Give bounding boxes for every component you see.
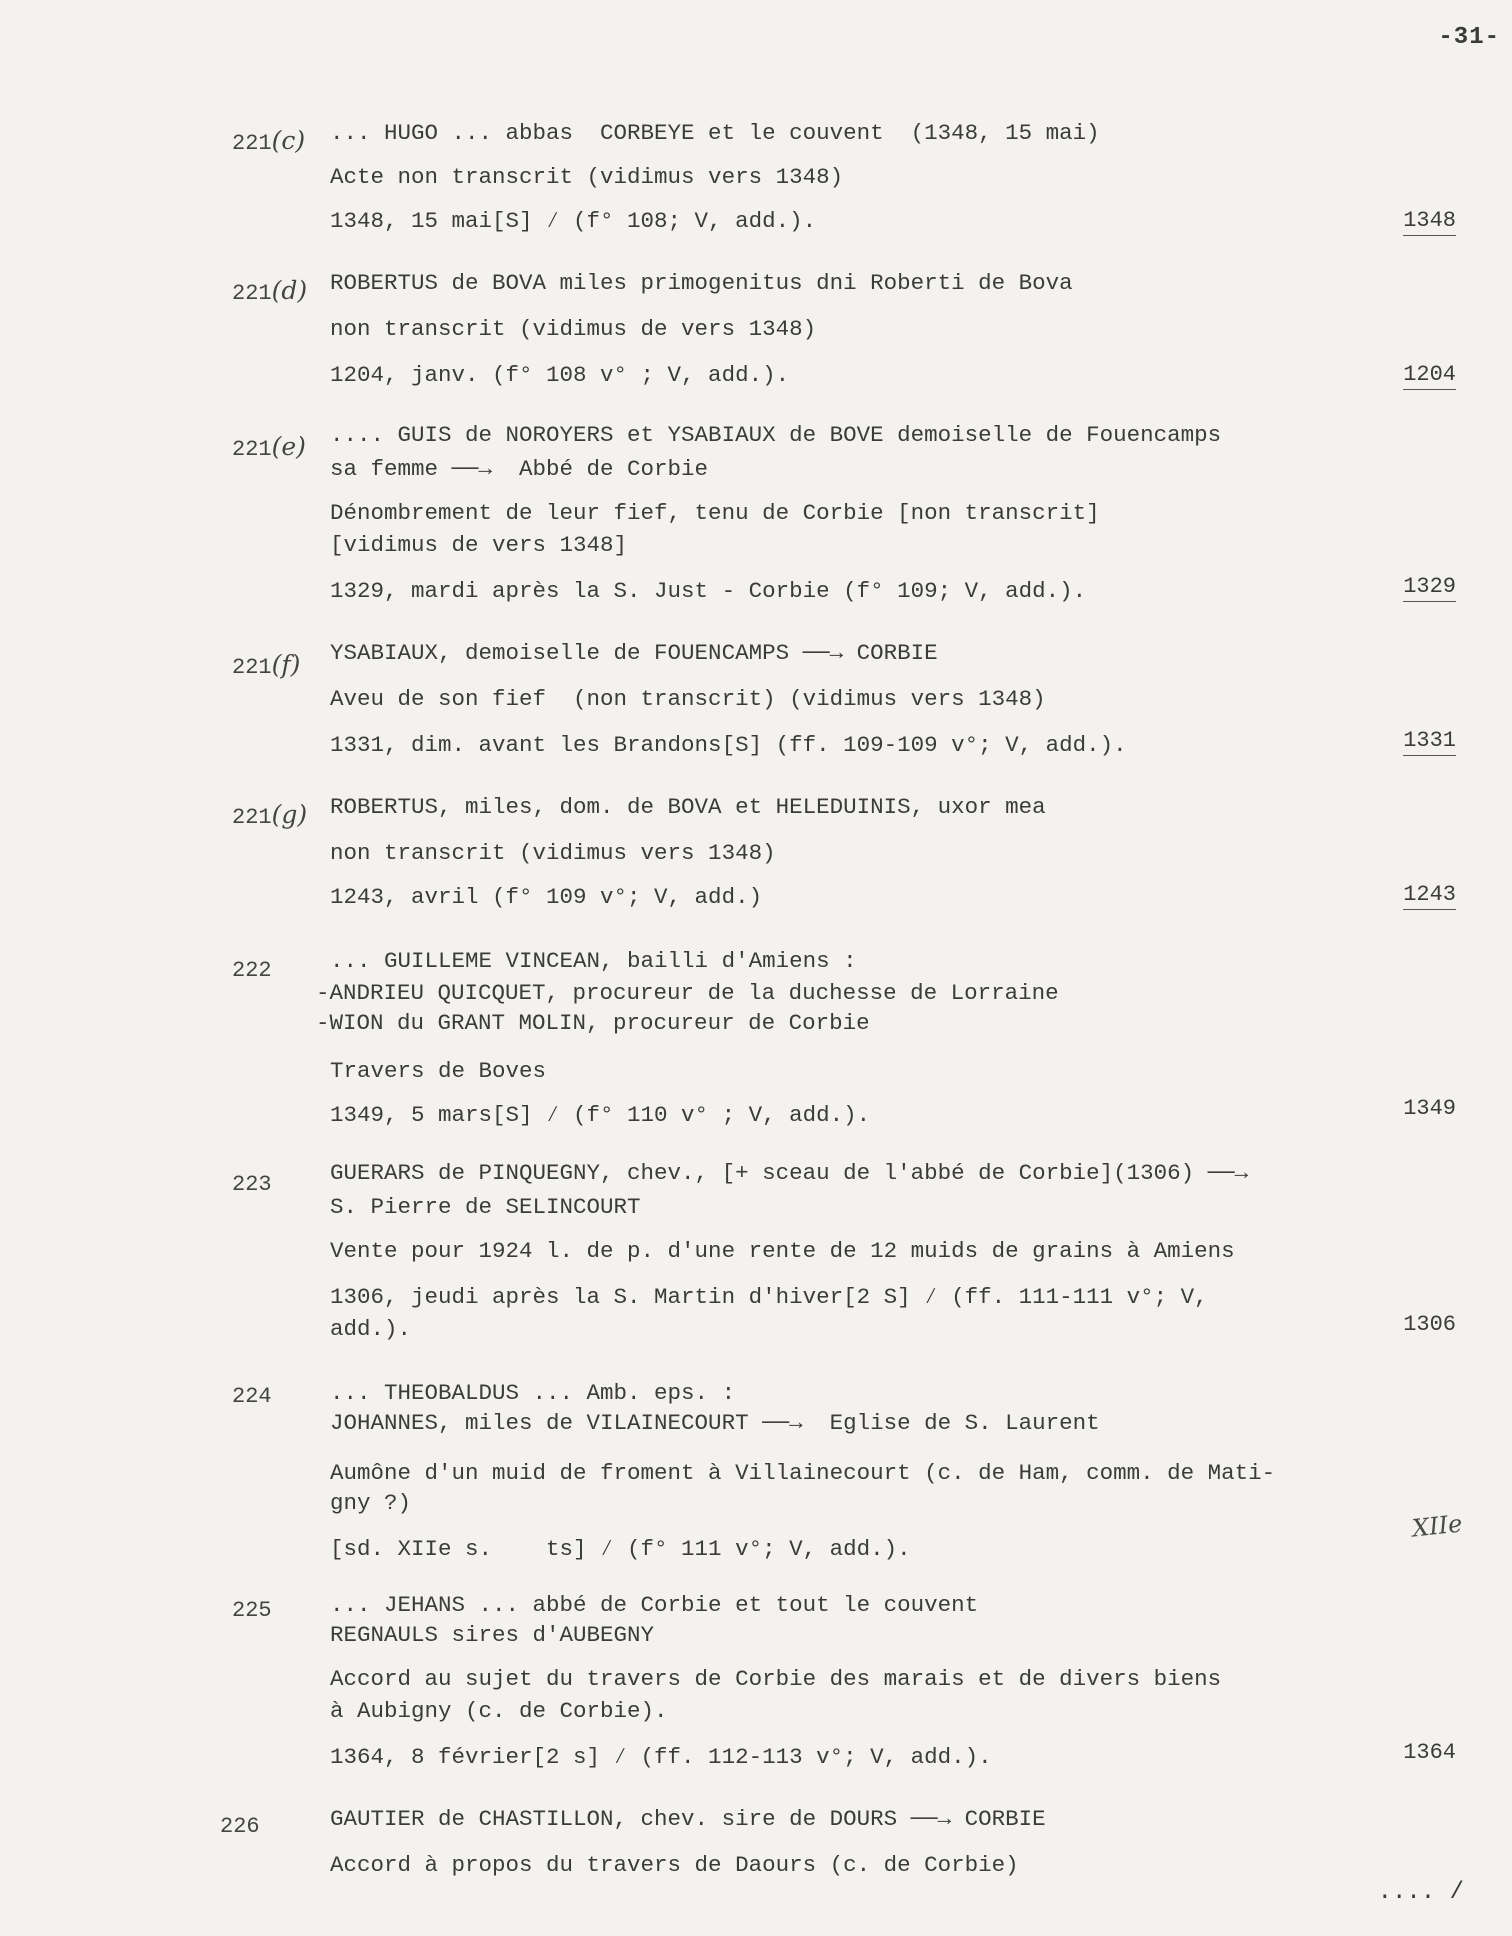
entry-line: Vente pour 1924 l. de p. d'une rente de 12 muids de grains à Amiens [330,1238,1235,1264]
margin-note: XIIe [1410,1509,1464,1543]
entry-date: 1364 [1403,1740,1456,1765]
entry-date: 1306 [1403,1312,1456,1337]
entry-line: [vidimus de vers 1348] [330,532,628,558]
entry-line: Accord au sujet du travers de Corbie des marais et de divers biens [330,1666,1222,1692]
entry-number: 221(e) [232,432,306,462]
entry-line: JOHANNES, miles de VILAINECOURT ──→ Eglise de S. Laurent [330,1410,1100,1436]
entry-line: non transcrit (vidimus vers 1348) [330,840,776,866]
entry-number: 221(g) [232,800,308,830]
entry-number: 224 [232,1384,272,1409]
entry-line: GUERARS de PINQUEGNY, chev., [+ sceau de l'abbé de Corbie](1306) ──→ [330,1160,1249,1186]
entry-line: à Aubigny (c. de Corbie). [330,1698,668,1724]
entry-line: -WION du GRANT MOLIN, procureur de Corbie [316,1010,870,1036]
entry-line: Acte non transcrit (vidimus vers 1348) [330,164,844,190]
entry-line: Aumône d'un muid de froment à Villainecourt (c. de Ham, comm. de Mati- [330,1460,1276,1486]
entry-date: 1204 [1403,362,1456,390]
entry-line: GAUTIER de CHASTILLON, chev. sire de DOURS ──→ CORBIE [330,1806,1046,1832]
entry-line: -ANDRIEU QUICQUET, procureur de la duchesse de Lorraine [316,980,1059,1006]
entry-number: 225 [232,1598,272,1623]
entry-line: REGNAULS sires d'AUBEGNY [330,1622,655,1648]
entry-line: S. Pierre de SELINCOURT [330,1194,641,1220]
entry-date: 1329 [1403,574,1456,602]
entry-line: 1348, 15 mai[S] ∕ (f° 108; V, add.). [330,208,817,234]
entry-date: 1243 [1403,882,1456,910]
entry-line: non transcrit (vidimus de vers 1348) [330,316,817,342]
entry-line: ... THEOBALDUS ... Amb. eps. : [330,1380,736,1406]
entry-number: 221(d) [232,276,308,306]
entry-line: ROBERTUS, miles, dom. de BOVA et HELEDUINIS, uxor mea [330,794,1046,820]
entry-line: ... GUILLEME VINCEAN, bailli d'Amiens : [330,948,857,974]
entry-line: 1204, janv. (f° 108 v° ; V, add.). [330,362,790,388]
entry-line: YSABIAUX, demoiselle de FOUENCAMPS ──→ CORBIE [330,640,938,666]
entry-line: Aveu de son fief (non transcrit) (vidimus vers 1348) [330,686,1046,712]
entry-date: 1331 [1403,728,1456,756]
entry-line: ... JEHANS ... abbé de Corbie et tout le couvent [330,1592,979,1618]
entry-line: gny ?) [330,1490,412,1516]
entry-date: 1349 [1403,1096,1456,1121]
entry-line: 1331, dim. avant les Brandons[S] (ff. 109-109 v°; V, add.). [330,732,1127,758]
entry-line: Dénombrement de leur fief, tenu de Corbie [non transcrit] [330,500,1100,526]
entry-line: Travers de Boves [330,1058,547,1084]
entry-number: 221(c) [232,126,306,156]
entry-line: 1329, mardi après la S. Just - Corbie (f° 109; V, add.). [330,578,1087,604]
entry-line: .... GUIS de NOROYERS et YSABIAUX de BOVE demoiselle de Fouencamps [330,422,1222,448]
entry-number: 222 [232,958,272,983]
entry-line: Accord à propos du travers de Daours (c. de Corbie) [330,1852,1019,1878]
page-number: -31- [1438,24,1500,51]
entry-number: 223 [232,1172,272,1197]
continuation-mark: .... / [1377,1879,1464,1906]
entry-number: 221(f) [232,650,301,680]
entry-line: ... HUGO ... abbas CORBEYE et le couvent (1348, 15 mai) [330,120,1100,146]
entry-date: 1348 [1403,208,1456,236]
entry-line: [sd. XIIe s. ts] ∕ (f° 111 v°; V, add.). [330,1536,911,1562]
entry-line: add.). [330,1316,412,1342]
entry-line: sa femme ──→ Abbé de Corbie [330,456,709,482]
entry-number: 226 [220,1814,260,1839]
entry-line: 1349, 5 mars[S] ∕ (f° 110 v° ; V, add.). [330,1102,871,1128]
entry-line: ROBERTUS de BOVA miles primogenitus dni Roberti de Bova [330,270,1073,296]
entry-line: 1243, avril (f° 109 v°; V, add.) [330,884,763,910]
entry-line: 1364, 8 février[2 s] ∕ (ff. 112-113 v°; V, add.). [330,1744,992,1770]
entry-line: 1306, jeudi après la S. Martin d'hiver[2 S] ∕ (ff. 111-111 v°; V, [330,1284,1208,1310]
